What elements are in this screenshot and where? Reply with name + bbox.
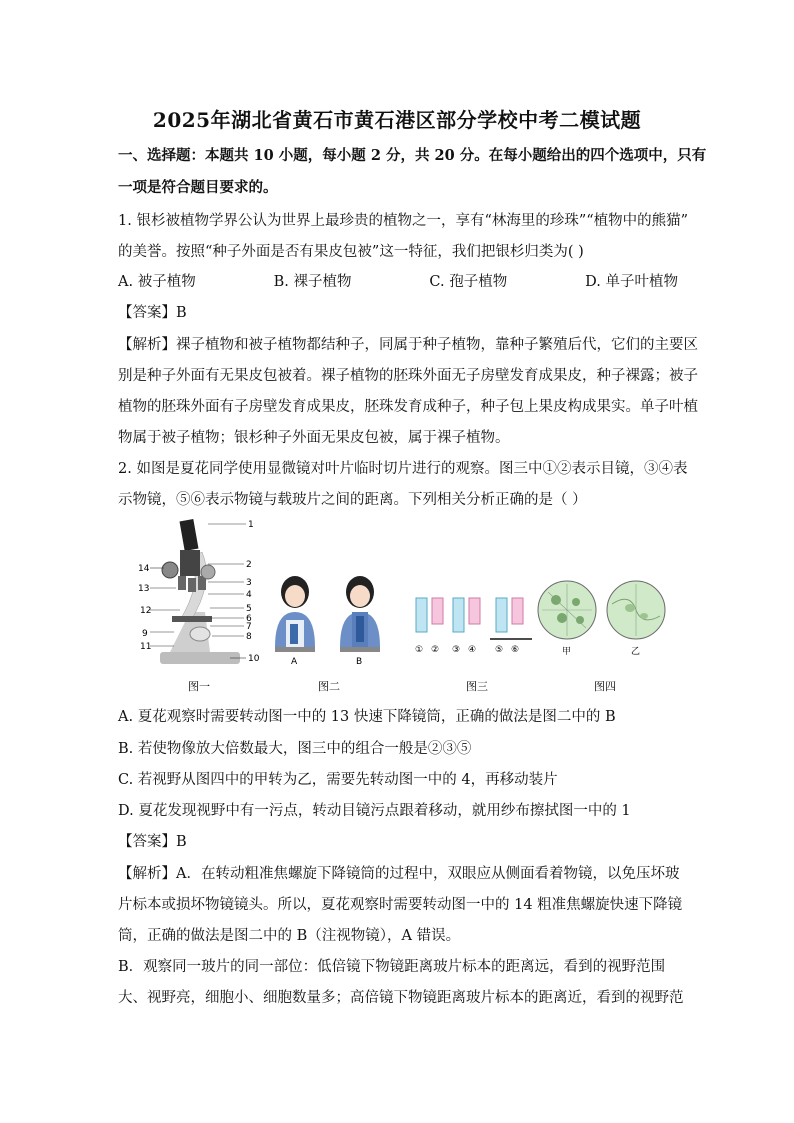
q1-analysis-line3: 植物的胚珠外面有子房壁发育成果皮，胚珠发育成种子，种子包上果皮构成果实。单子叶植 xyxy=(118,399,698,415)
microscope-label-2: 2 xyxy=(246,560,252,570)
microscope-label-6: 6 xyxy=(246,614,252,624)
q2-analysis-line1: 【解析】A．在转动粗准焦螺旋下降镜筒的过程中，双眼应从侧面看着物镜，以免压坏玻 xyxy=(118,866,680,882)
girl-a-illustration xyxy=(275,576,315,652)
microscope-label-5: 5 xyxy=(246,604,252,614)
microscope-label-10: 10 xyxy=(248,654,260,664)
microscope-figure xyxy=(130,512,670,697)
section-heading-line1: 一、选择题：本题共 10 小题，每小题 2 分，共 20 分。在每小题给出的四个选项中，只有 xyxy=(118,147,707,164)
q1-options xyxy=(118,270,678,291)
q1-option-b: B. 裸子植物 xyxy=(273,274,352,290)
microscope-label-7: 7 xyxy=(246,622,252,632)
cell-view-jia xyxy=(538,581,596,639)
microscope-label-8: 8 xyxy=(246,632,252,642)
q2-stem-line1: 2. 如图是夏花同学使用显微镜对叶片临时切片进行的观察。图三中①②表示目镜，③④表 xyxy=(118,461,688,477)
microscope-label-1: 1 xyxy=(248,520,254,530)
q2-analysis-line2: 片标本或损坏物镜镜头。所以，夏花观察时需要转动图一中的 14 粗准焦螺旋快速下降镜 xyxy=(118,897,683,913)
q1-answer: 【答案】B xyxy=(118,305,187,321)
figure1-caption: 图一 xyxy=(188,680,210,693)
q1-option-d: D. 单子叶植物 xyxy=(585,274,678,290)
q1-option-c: C. 孢子植物 xyxy=(429,274,508,290)
exam-title: 2025年湖北省黄石市黄石港区部分学校中考二模试题 xyxy=(152,108,642,132)
figure3-caption: 图三 xyxy=(466,680,488,693)
fig3-label-1: ① xyxy=(415,645,424,655)
microscope-label-3: 3 xyxy=(246,578,252,588)
fig3-label-2: ② xyxy=(431,645,440,655)
microscope-label-13: 13 xyxy=(138,584,150,594)
lens-diagram xyxy=(416,598,532,639)
q1-analysis-line1: 【解析】裸子植物和被子植物都结种子，同属于种子植物，靠种子繁殖后代，它们的主要区 xyxy=(118,337,698,353)
fig3-label-3: ③ xyxy=(452,645,461,655)
q1-stem-line1: 1. 银杉被植物学界公认为世界上最珍贵的植物之一，享有“林海里的珍珠”“植物中的熊猫” xyxy=(118,213,689,229)
fig2-label-a: A xyxy=(291,657,298,667)
q2-analysis-line4: B．观察同一玻片的同一部位：低倍镜下物镜距离玻片标本的距离远，看到的视野范围 xyxy=(118,959,666,975)
fig2-label-b: B xyxy=(356,657,363,667)
microscope-illustration xyxy=(150,519,246,664)
cell-view-yi xyxy=(607,581,665,639)
q2-analysis-line5: 大、视野亮，细胞小、细胞数量多；高倍镜下物镜距离玻片标本的距离近，看到的视野范 xyxy=(118,990,684,1006)
microscope-label-14: 14 xyxy=(138,564,150,574)
q2-option-a: A. 夏花观察时需要转动图一中的 13 快速下降镜筒，正确的做法是图二中的 B xyxy=(118,709,616,725)
microscope-label-9: 9 xyxy=(142,629,148,639)
fig3-label-6: ⑥ xyxy=(511,645,520,655)
q1-option-a: A. 被子植物 xyxy=(118,274,196,290)
q1-analysis-line4: 物属于被子植物；银杉种子外面无果皮包被，属于裸子植物。 xyxy=(118,430,510,446)
fig4-label-yi: 乙 xyxy=(631,647,641,657)
q2-analysis-line3: 筒，正确的做法是图二中的 B（注视物镜），A 错误。 xyxy=(118,928,461,944)
q1-stem-line2: 的美誉。按照“种子外面是否有果皮包被”这一特征，我们把银杉归类为( ) xyxy=(118,244,584,260)
figure4-caption: 图四 xyxy=(594,680,616,693)
fig4-label-jia: 甲 xyxy=(562,647,572,657)
q2-option-d: D. 夏花发现视野中有一污点，转动目镜污点跟着移动，就用纱布擦拭图一中的 1 xyxy=(118,803,631,819)
q2-option-c: C. 若视野从图四中的甲转为乙，需要先转动图一中的 4，再移动装片 xyxy=(118,772,558,788)
microscope-label-11: 11 xyxy=(140,642,152,652)
q2-stem-line2: 示物镜，⑤⑥表示物镜与载玻片之间的距离。下列相关分析正确的是（ ） xyxy=(118,492,587,508)
section-heading-line2: 一项是符合题目要求的。 xyxy=(118,179,278,196)
microscope-label-12: 12 xyxy=(140,606,152,616)
fig3-label-5: ⑤ xyxy=(495,645,504,655)
fig3-label-4: ④ xyxy=(468,645,477,655)
microscope-label-4: 4 xyxy=(246,590,252,600)
q2-option-b: B. 若使物像放大倍数最大，图三中的组合一般是②③⑤ xyxy=(118,741,472,757)
q1-analysis-line2: 别是种子外面有无果皮包被着。裸子植物的胚珠外面无子房壁发育成果皮，种子裸露；被子 xyxy=(118,368,698,384)
girl-b-illustration xyxy=(340,576,380,652)
figure2-caption: 图二 xyxy=(318,680,340,693)
q2-answer: 【答案】B xyxy=(118,834,187,850)
